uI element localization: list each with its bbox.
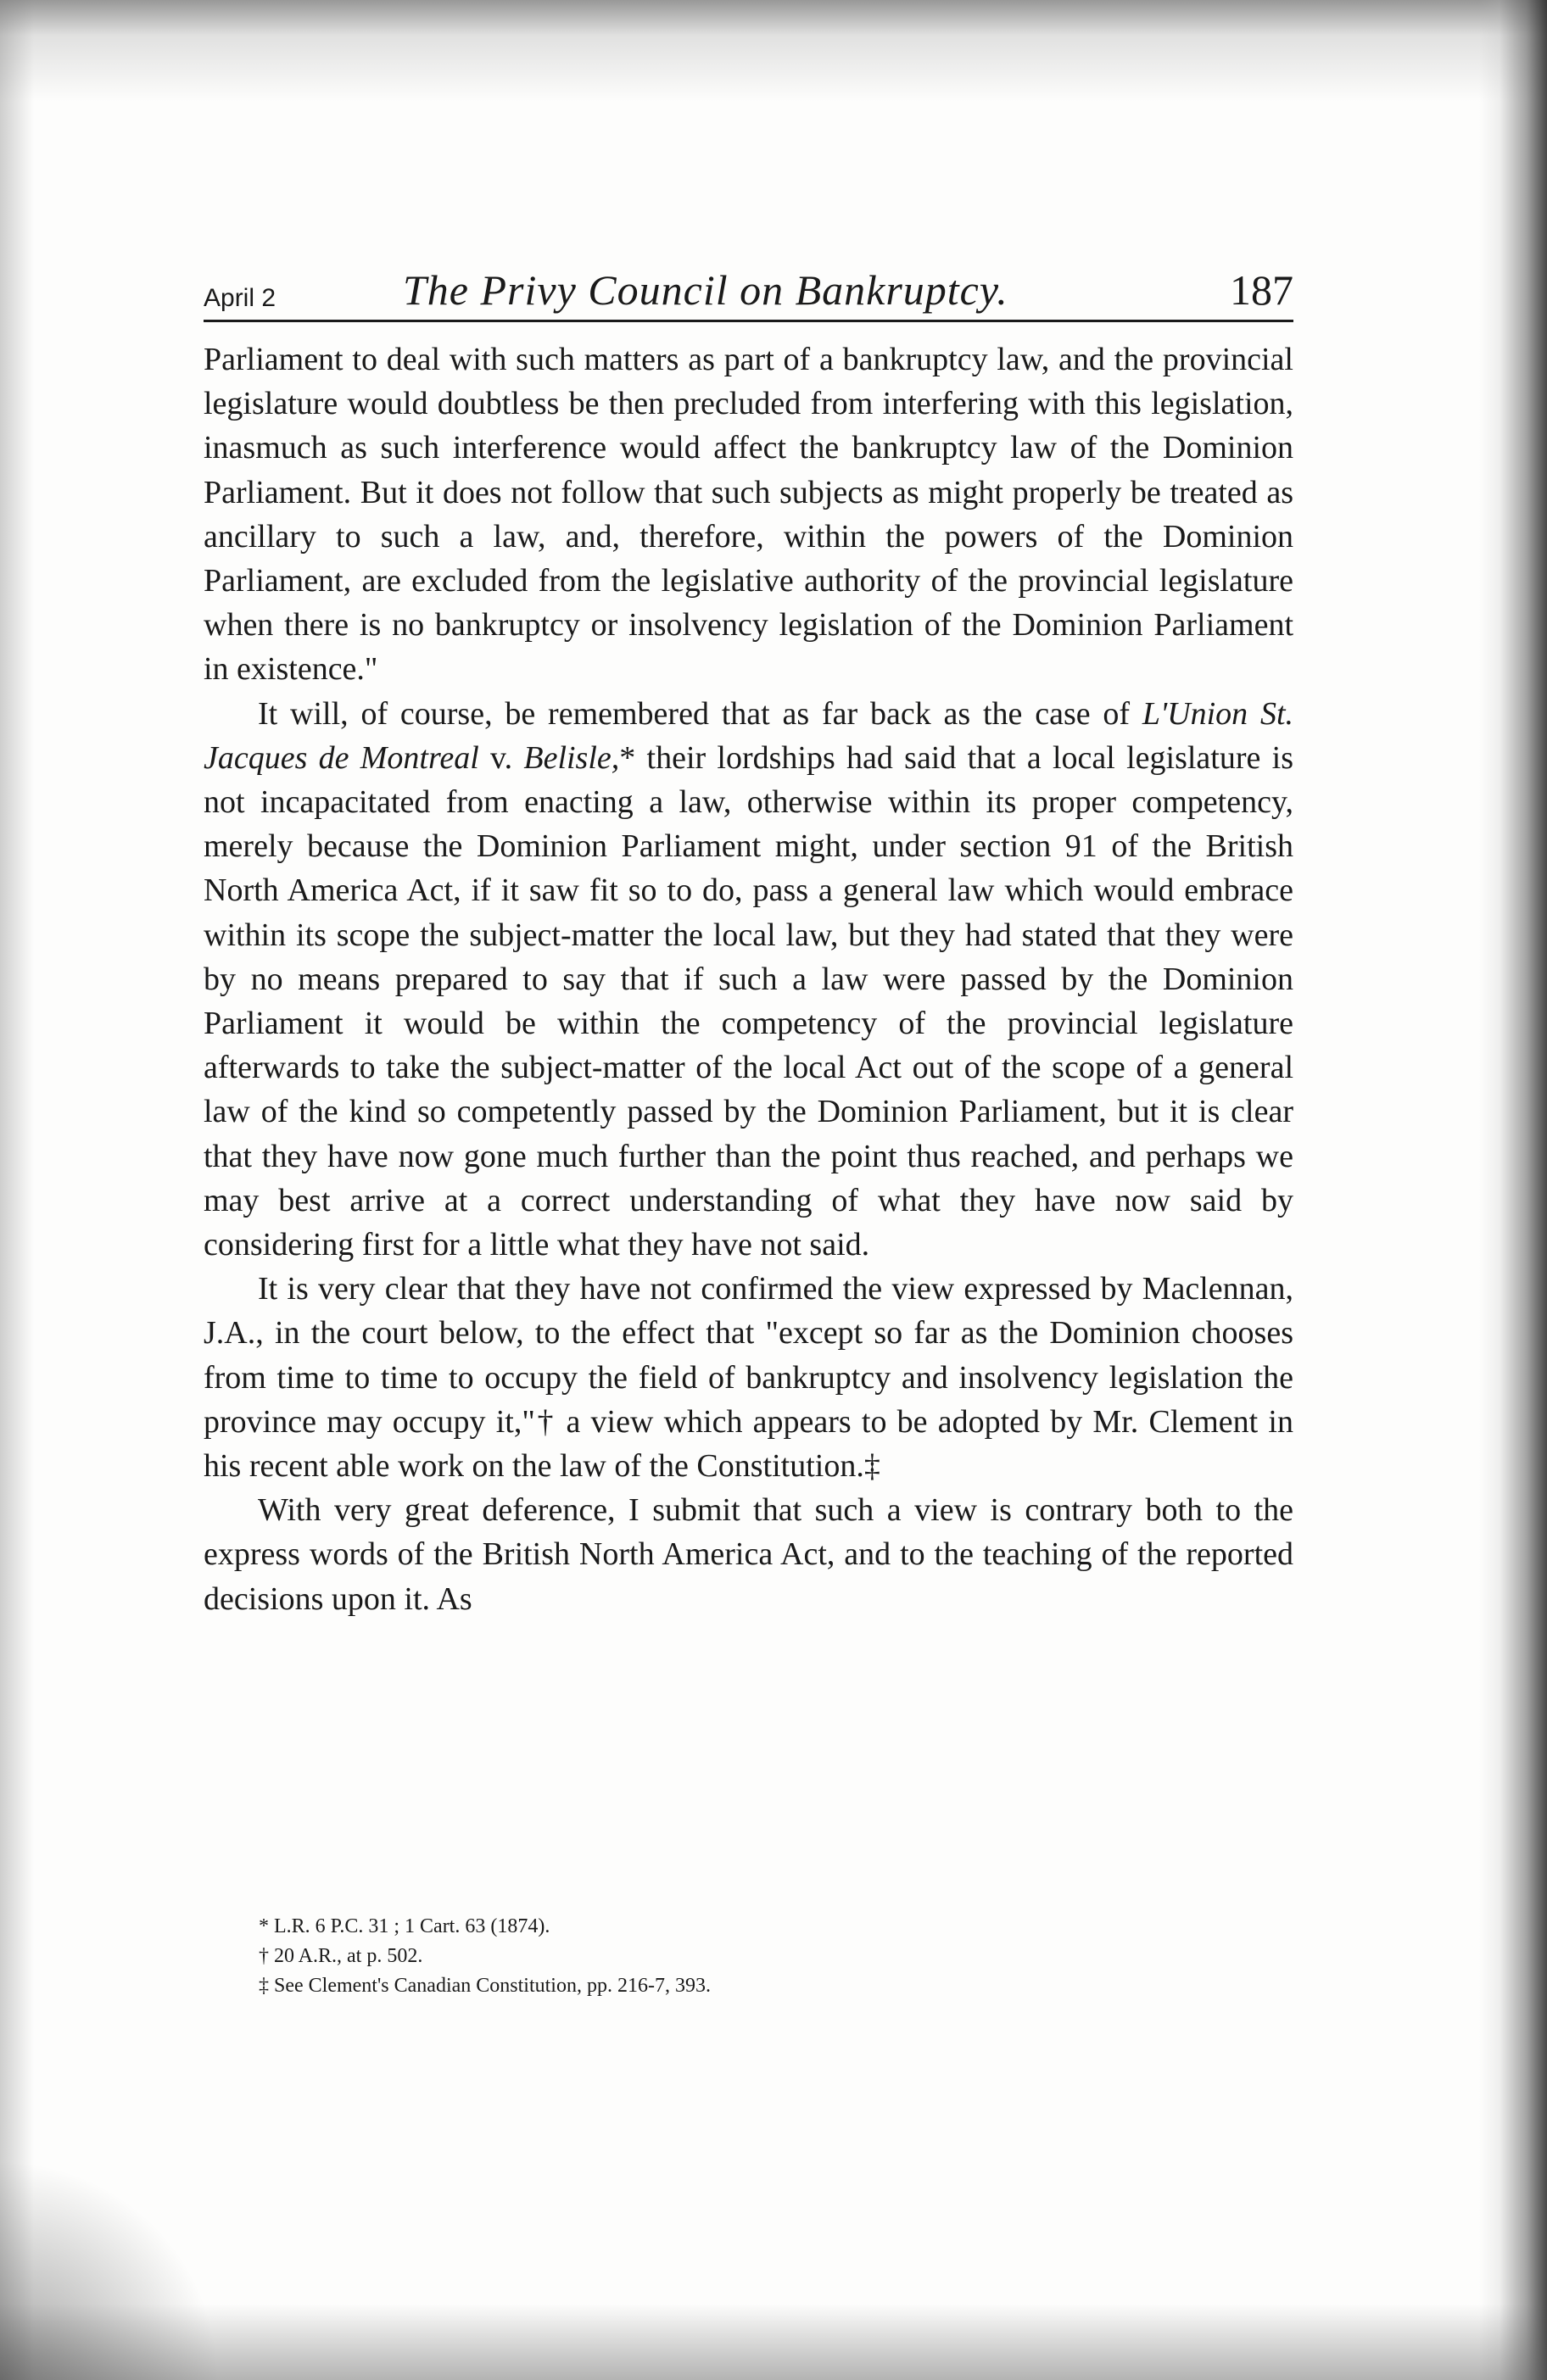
paragraph-2-rest: * their lordships had said that a local legislature is not incapacitated from enacting a law, otherwise within its proper competency, merely because the Dominion Parliament might, under section 91 of the British North America Act, if it saw fit so to do, pass a general law which would embrace within its scope the subject-matter the local law, but they had stated that they were by no means prepared to say that if such a law were passed by the Dominion Parliament it would be within the competency of the provincial legislature afterwards to take the subject-matter of the local Act out of the scope of a general law of the kind so competently passed by the Dominion Parliament, but it is clear that they have now gone much further than the point thus reached, and perhaps we may best arrive at a correct understanding of what they have now said by considering first for a little what they have not said.	[204, 739, 1293, 1263]
footnote-2: † 20 A.R., at p. 502.	[259, 1945, 423, 1967]
body-text	[204, 337, 1293, 1621]
footnote-1: * L.R. 6 P.C. 31 ; 1 Cart. 63 (1874).	[259, 1915, 550, 1937]
paragraph-4: With very great deference, I submit that such a view is contrary both to the express words of the British North America Act, and to the teaching of the reported decisions upon it. As	[204, 1492, 1293, 1617]
running-title: The Privy Council on Bankruptcy.	[403, 266, 1008, 314]
paragraph-2-lead: It will, of course, be remembered that as far back as the case of	[258, 695, 1142, 732]
page-header	[204, 259, 1293, 322]
paragraph-1: Parliament to deal with such matters as part of a bankruptcy law, and the provincial legislature would doubtless be then precluded from interfering with this legislation, inasmuch as such interference would affect the bankruptcy law of the Dominion Parliament. But it does not follow that such subjects as might properly be treated as ancillary to such a law, and, therefore, within the powers of the Dominion Parliament, are excluded from the legislative authority of the provincial legislature when there is no bankruptcy or insolvency legislation of the Dominion Parliament in existence."	[204, 342, 1293, 688]
case-name-union: L'Union St. Jacques de Montreal	[204, 695, 1293, 776]
scan-edge-top	[0, 0, 1547, 102]
scan-edge-right	[1479, 0, 1547, 2380]
footnotes	[259, 1912, 1276, 2001]
page-number: 187	[1230, 266, 1293, 314]
case-name-belisle: Belisle,	[523, 739, 620, 776]
scan-corner-shadow	[0, 2160, 221, 2380]
scan-edge-left	[0, 0, 34, 2380]
header-date: April 2	[204, 284, 276, 312]
footnote-3: ‡ See Clement's Canadian Constitution, pp. 216-7, 393.	[259, 1975, 711, 1997]
versus: v.	[478, 739, 524, 776]
paragraph-3: It is very clear that they have not confirmed the view expressed by Maclennan, J.A., in the court below, to the effect that "except so far as the Dominion chooses from time to time to occupy the field of bankruptcy and insolvency legislation the province may occupy it,"† a view which appears to be adopted by Mr. Clement in his recent able work on the law of the Constitution.‡	[204, 1271, 1293, 1485]
scan-edge-bottom	[0, 2304, 1547, 2380]
paragraph-2	[204, 692, 1293, 1268]
